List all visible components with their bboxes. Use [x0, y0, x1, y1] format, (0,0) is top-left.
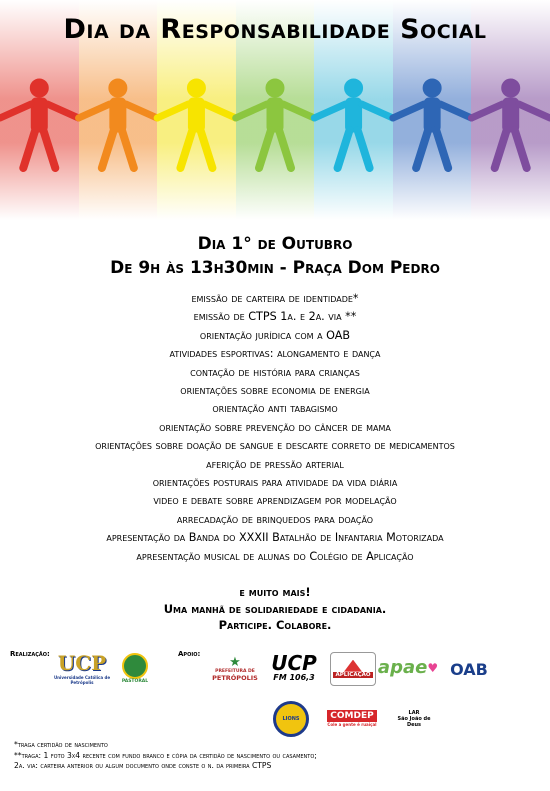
paper-person-figure — [393, 79, 472, 168]
activity-item: video e debate sobre aprendizagem por modelação — [153, 494, 397, 508]
closing-line-2: Uma manhã de solidariedade e cidadania. — [163, 601, 387, 616]
paper-person-figure — [471, 79, 550, 168]
realizacao-label: Realização: — [10, 649, 50, 658]
lar-subtitle: São João de Deus — [397, 715, 431, 728]
ucp-logo — [52, 652, 112, 684]
petropolis-text: PETRÓPOLIS — [212, 673, 258, 682]
lar-text: LAR — [408, 709, 420, 716]
activity-item: aferição de pressão arterial — [206, 457, 344, 471]
pastoral-emblem-icon — [122, 653, 148, 679]
activity-item: apresentação musical de alunas do Colégio de Aplicação — [136, 549, 414, 563]
pastoral-logo — [118, 652, 152, 686]
ribbon-icon: ♥ — [427, 660, 439, 675]
activity-item: orientações posturais para atividade da vida diária — [152, 476, 398, 490]
paper-person-figure — [79, 79, 158, 168]
lar-logo — [392, 706, 436, 732]
footnote-3: 2a. via: carteira anterior ou algum documento onde conste o n. da primeira CTPS — [14, 761, 272, 770]
paper-person-figure — [314, 79, 393, 168]
star-icon: ★ — [229, 654, 241, 670]
event-info — [0, 232, 550, 280]
aplicacao-emblem-icon — [344, 660, 362, 672]
oab-text: OAB — [450, 660, 488, 680]
paper-person-figure — [236, 79, 315, 168]
apae-logo — [377, 652, 439, 684]
apae-text: apae — [377, 657, 428, 679]
ucp-fm-subtitle: FM 106,3 — [273, 673, 315, 683]
ucp-fm-text: UCP — [271, 651, 317, 676]
closing-line-3: Participe. Colabore. — [218, 618, 332, 633]
footnote-1: *traga certidão de nascimento — [14, 740, 108, 749]
prefeitura-logo — [210, 650, 260, 688]
header-banner — [0, 0, 550, 220]
activity-item: emissão de CTPS 1a. e 2a. via ** — [193, 310, 357, 324]
activities-list — [0, 290, 550, 566]
activity-item: orientação anti tabagismo — [212, 402, 338, 416]
event-time-place: De 9h às 13h30min - Praça Dom Pedro — [110, 258, 440, 278]
activity-item: apresentação da Banda do XXXII Batalhão de Infantaria Motorizada — [106, 531, 444, 545]
ucp-logo-subtitle: Universidade Católica de Petrópolis — [53, 674, 111, 685]
comdep-subtitle: Cole a gente é ruaiçal — [327, 722, 377, 728]
closing-message — [0, 584, 550, 634]
lions-text: LIONS — [273, 701, 309, 737]
ucp-fm-logo — [268, 648, 320, 688]
aplicacao-text: APLICAÇÃO — [335, 671, 371, 678]
footnotes — [14, 740, 317, 772]
pastoral-logo-text: PASTORAL — [121, 679, 149, 685]
paper-person-figure — [0, 79, 79, 168]
activity-item: orientações sobre economia de energia — [180, 384, 370, 398]
paper-people-chain — [0, 74, 550, 174]
ucp-logo-text: UCP — [57, 650, 107, 675]
apoio-label: Apoio: — [178, 649, 201, 658]
activity-item: atividades esportivas: alongamento e dança — [169, 347, 381, 361]
lions-logo — [272, 700, 310, 738]
activity-item: orientação sobre prevenção do câncer de mama — [159, 420, 391, 434]
comdep-text: COMDEP — [327, 710, 376, 722]
activity-item: contação de história para crianças — [190, 365, 360, 379]
event-date: Dia 1° de Outubro — [197, 234, 353, 254]
activity-item: orientações sobre doação de sangue e descarte correto de medicamentos — [95, 439, 455, 453]
prefeitura-text: PREFEITURA DE — [215, 668, 255, 674]
activity-item: emissão de carteira de identidade* — [191, 292, 359, 305]
oab-logo — [444, 658, 494, 682]
footnote-2: **traga: 1 foto 3x4 recente com fundo branco e cópia da certidão de nascimento ou casamento; — [14, 750, 317, 760]
closing-line-1: e muito mais! — [239, 585, 311, 600]
paper-person-figure — [157, 79, 236, 168]
page-title: Dia da Responsabilidade Social — [63, 14, 487, 45]
activity-item: arrecadação de brinquedos para doação — [176, 512, 374, 526]
aplicacao-logo — [330, 652, 376, 686]
activity-item: orientação jurídica com a OAB — [199, 328, 351, 342]
comdep-logo — [326, 706, 378, 732]
sponsors-section — [0, 644, 550, 749]
